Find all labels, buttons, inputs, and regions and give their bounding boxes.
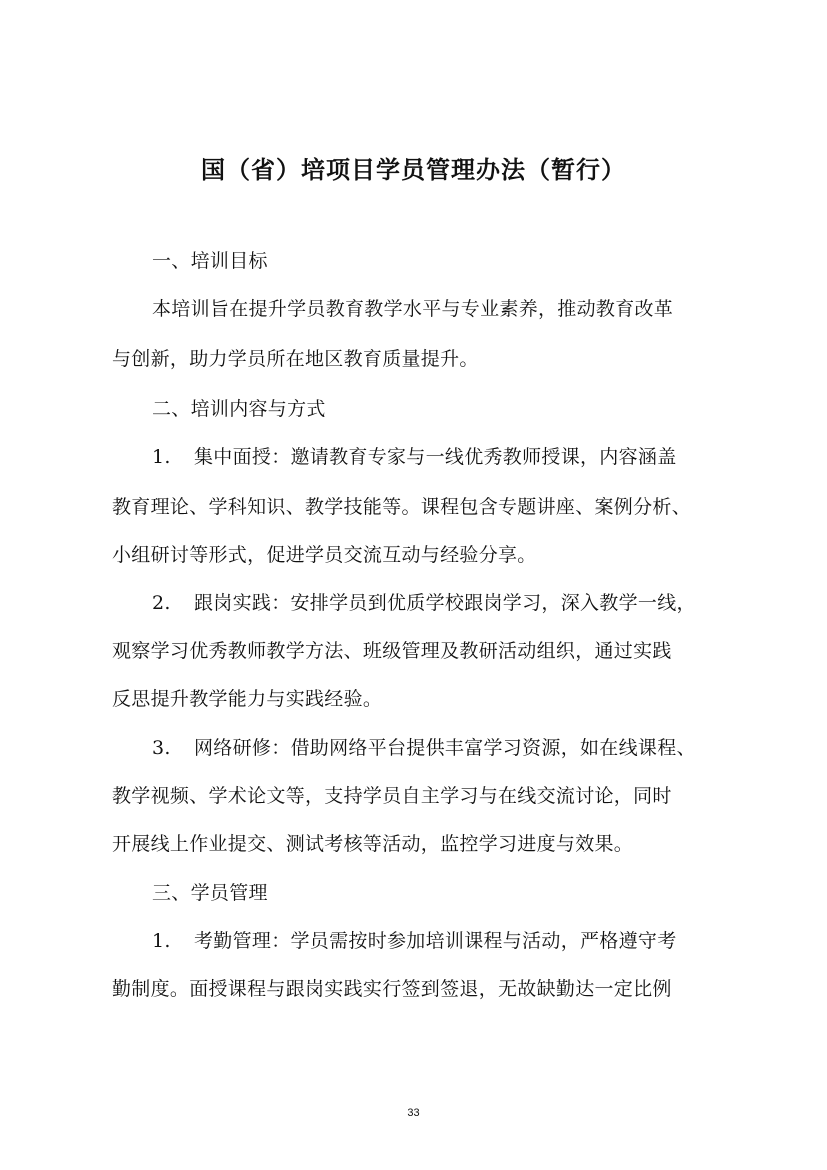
list-item-text: 网络研修：借助网络平台提供丰富学习资源，如在线课程、 (194, 737, 696, 759)
paragraph-line: 反思提升教学能力与实践经验。 (112, 688, 383, 710)
paragraph-line: 教学视频、学术论文等，支持学员自主学习与在线交流讨论，同时 (112, 785, 672, 807)
list-item-text: 跟岗实践：安排学员到优质学校跟岗学习，深入教学一线， (194, 592, 696, 614)
list-item-number: 1. (152, 930, 171, 952)
document-title: 国（省）培项目学员管理办法（暂行） (201, 156, 626, 184)
paragraph-line: 本培训旨在提升学员教育教学水平与专业素养，推动教育改革 (152, 298, 674, 320)
list-item-text: 考勤管理：学员需按时参加培训课程与活动，严格遵守考 (194, 930, 677, 952)
page-number: 33 (407, 1107, 420, 1119)
section-heading: 二、培训内容与方式 (152, 398, 326, 420)
paragraph-line: 小组研讨等形式，促进学员交流互动与经验分享。 (112, 544, 537, 566)
paragraph-line: 开展线上作业提交、测试考核等活动，监控学习进度与效果。 (112, 833, 634, 855)
paragraph-line: 勤制度。面授课程与跟岗实践实行签到签退，无故缺勤达一定比例 (112, 978, 672, 1000)
section-heading: 一、培训目标 (152, 250, 268, 272)
paragraph-line: 与创新，助力学员所在地区教育质量提升。 (112, 348, 479, 370)
list-item-number: 3. (152, 737, 171, 759)
list-item-number: 1. (152, 446, 171, 468)
paragraph-line: 观察学习优秀教师教学方法、班级管理及教研活动组织，通过实践 (112, 640, 672, 662)
section-heading: 三、学员管理 (152, 882, 268, 904)
list-item-text: 集中面授：邀请教育专家与一线优秀教师授课，内容涵盖 (194, 446, 677, 468)
list-item-line (152, 926, 677, 953)
list-item-line (152, 588, 696, 615)
list-item-line (152, 442, 677, 469)
list-item-number: 2. (152, 592, 171, 614)
paragraph-line: 教育理论、学科知识、教学技能等。课程包含专题讲座、案例分析、 (112, 496, 692, 518)
list-item-line (152, 733, 696, 760)
